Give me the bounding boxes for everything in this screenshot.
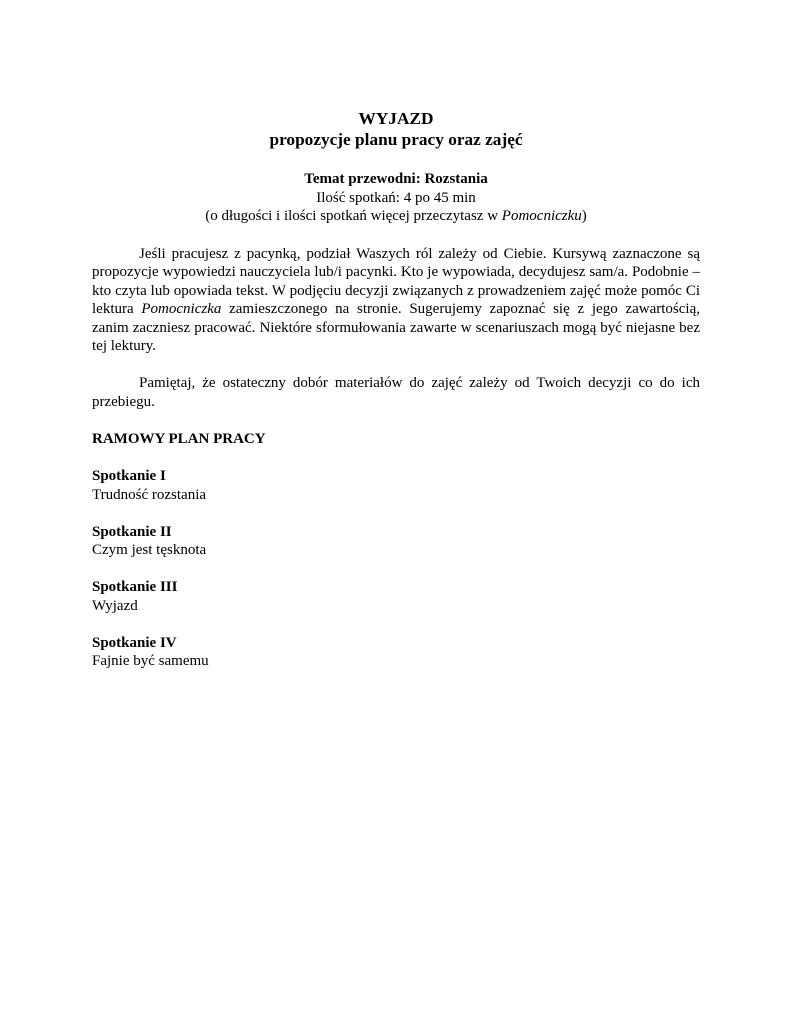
handbook-note-close: ) bbox=[581, 208, 587, 224]
intro-paragraph-2: Pamiętaj, że ostateczny dobór materiałów do zajęć zależy od Twoich decyzji co do ich przebiegu. bbox=[92, 375, 700, 410]
document-title: WYJAZD bbox=[358, 109, 434, 128]
meeting-title: Spotkanie IV bbox=[92, 634, 177, 651]
meeting-title: Spotkanie II bbox=[92, 523, 172, 540]
handbook-note-text: (o długości i ilości spotkań więcej przeczytasz w bbox=[205, 208, 502, 224]
intro-p1-text-before: Jeśli pracujesz z pacynką, podział Waszych ról zależy od Ciebie. Kursywą zaznaczone są propozycje wypowiedzi nauczyciela lub/i pacynki. Kto je wypowiada, decydujesz sam/a. Podobnie – kto czyta lub opowiada tekst. W podjęciu decyzji związanych z prowadzeniem zajęć może pomóc Ci lektura bbox=[92, 245, 700, 317]
intro-p1-italic: Pomocniczka bbox=[141, 301, 222, 317]
meeting-topic: Fajnie być samemu bbox=[92, 653, 209, 669]
document-subtitle: propozycje planu pracy oraz zajęć bbox=[269, 130, 523, 149]
intro-paragraph-1 bbox=[92, 245, 700, 356]
handbook-note-italic: Pomocniczku bbox=[501, 208, 582, 224]
meeting-item bbox=[92, 467, 700, 504]
meta-block bbox=[92, 170, 700, 226]
theme-line: Temat przewodni: Rozstania bbox=[304, 171, 488, 187]
meeting-topic: Trudność rozstania bbox=[92, 486, 207, 503]
meeting-topic: Czym jest tęsknota bbox=[92, 542, 207, 558]
meeting-title: Spotkanie III bbox=[92, 579, 178, 595]
intro-p1-text-after: zamieszczonego na stronie. Sugerujemy zapoznać się z jego zawartością, zanim zaczniesz pracować. Niektóre sformułowania zawarte w scenariuszach mogą być niejasne bez tej lektury. bbox=[92, 301, 700, 354]
sessions-count-line: Ilość spotkań: 4 po 45 min bbox=[316, 189, 476, 206]
meeting-item bbox=[92, 578, 700, 615]
meeting-item bbox=[92, 523, 700, 560]
meeting-title: Spotkanie I bbox=[92, 468, 166, 484]
document-page bbox=[92, 108, 700, 671]
meeting-item bbox=[92, 634, 700, 671]
plan-heading: RAMOWY PLAN PRACY bbox=[92, 431, 266, 447]
meeting-topic: Wyjazd bbox=[92, 597, 138, 614]
handbook-note-line bbox=[92, 207, 700, 226]
